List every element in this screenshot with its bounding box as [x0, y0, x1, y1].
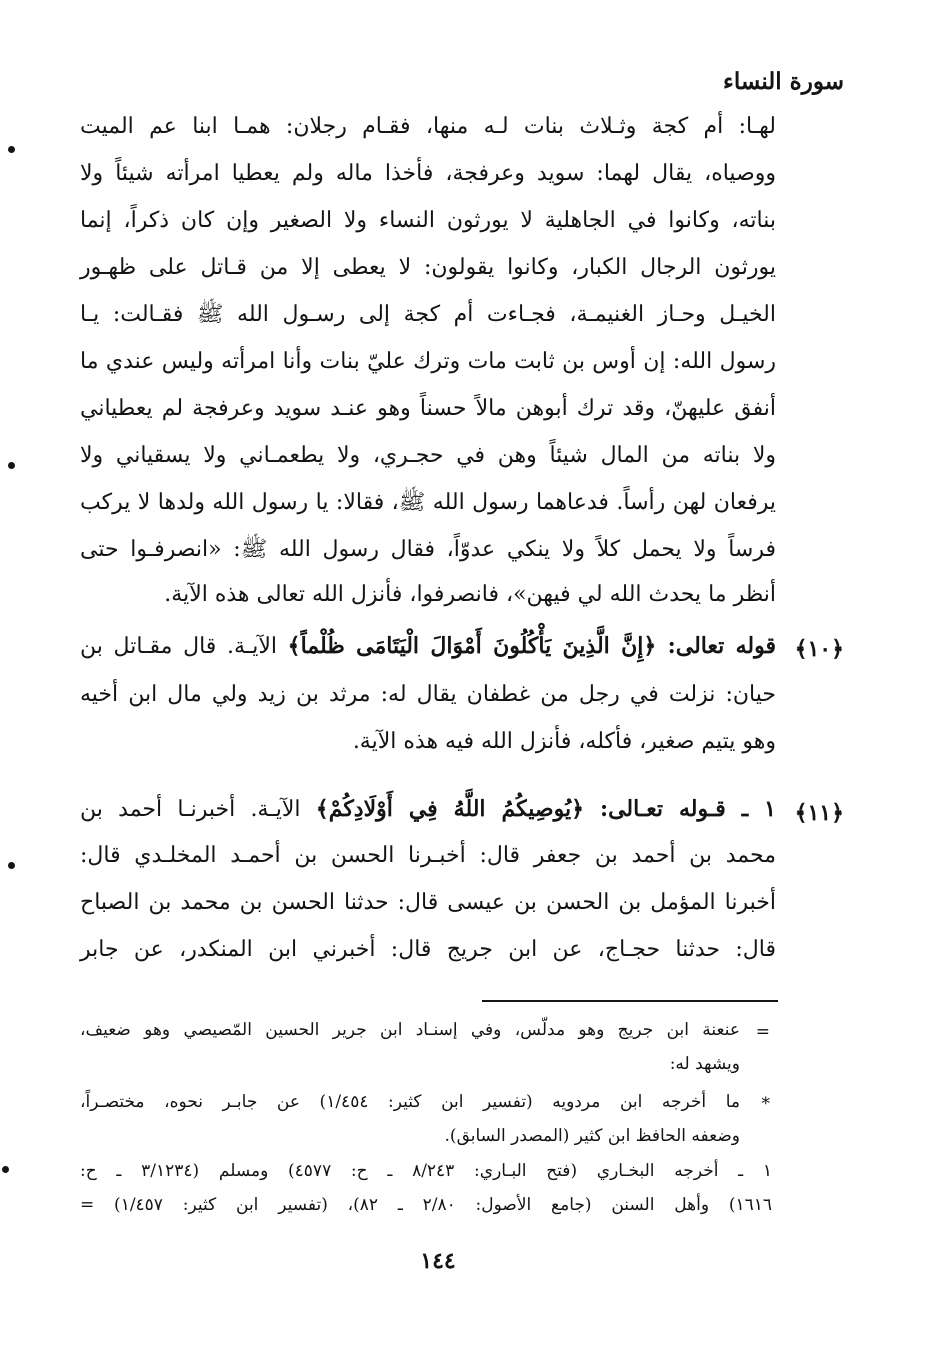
margin-dot	[2, 1166, 9, 1173]
text-line: يرفعان لهن رأساً. فدعاهما رسول الله ﷺ، فقالا: يا رسول الله ولدها لا يركب	[80, 490, 776, 515]
margin-dot	[8, 146, 15, 153]
section-11-line-rest: الآيـة. أخبرنـا أحمد بن	[80, 797, 316, 822]
page-number: ١٤٤	[420, 1248, 456, 1274]
verse-number-11: ﴿١١﴾	[794, 800, 844, 826]
text-line: فرساً ولا يحمل كلاً ولا ينكي عدوّاً، فقال رسول الله ﷺ: «انصرفـوا حتى	[80, 537, 776, 562]
text-line: لهـا: أم كجة وثـلاث بنات لـه منها، فقـام رجلان: همـا ابنا عم الميت	[80, 114, 776, 139]
section-11-first-line	[80, 798, 776, 821]
text-line: الخيـل وحـاز الغنيمـة، فجـاءت أم كجة إلى رسـول الله ﷺ فقـالت: يـا	[80, 302, 776, 327]
footnote-line: ١ ـ أخرجه البخـاري (فتح البـاري: ٨/٢٤٣ ـ ح: ٤٥٧٧) ومسلم (٣/١٢٣٤ ـ ح:	[80, 1161, 772, 1181]
verse-citation-10: قوله تعالى: ﴿إِنَّ الَّذِينَ يَأْكُلُونَ أَمْوَالَ الْيَتَامَى ظُلْماً﴾	[287, 633, 776, 659]
text-line: ولا بناته من المال شيئاً وهن في حجـري، ولا يطعمـاني ولا يسقياني ولا	[80, 443, 776, 468]
footnote-continuation-mark: =	[755, 1022, 770, 1042]
footnote-line: ويشهد له:	[669, 1054, 740, 1074]
footnote-line: عنعنة ابن جريج وهو مدلّس، وفي إسنـاد ابن جرير الحسين المّصيصي وهو ضعيف،	[80, 1020, 740, 1040]
section-10-line-rest: الآيـة. قال مقـاتل بن	[80, 634, 288, 659]
section-10-first-line	[80, 635, 776, 658]
text-line: يورثون الرجال الكبار، وكانوا يقولون: لا يعطى إلا من قـاتل على ظهـور	[80, 255, 776, 280]
text-line: ووصياه، يقال لهما: سويد وعرفجة، فأخذا ماله ولم يعطيا امرأته شيئاً ولا	[80, 161, 776, 186]
footnote-separator	[482, 1000, 778, 1002]
text-line: رسول الله: إن أوس بن ثابت مات وترك عليّ بنات وأنا امرأته وليس عندي ما	[80, 349, 776, 374]
text-line: أنظر ما يحدث الله لي فيهن»، فانصرفوا، فأنزل الله تعالى هذه الآية.	[164, 582, 776, 607]
text-line: أخبرنا المؤمل بن الحسن بن عيسى قال: حدثنا الحسن بن محمد بن الصباح	[80, 890, 776, 915]
verse-number-10: ﴿١٠﴾	[794, 636, 844, 662]
text-line: قال: حدثنا حجـاج، عن ابن جريج قال: أخبرني ابن المنكدر، عن جابر	[80, 937, 776, 962]
text-line: وهو يتيم صغير، فأكله، فأنزل الله فيه هذه الآية.	[352, 729, 776, 754]
text-line: محمد بن أحمد بن جعفر قال: أخبـرنا الحسن بن أحمـد المخلـدي قال:	[80, 843, 776, 868]
running-header: سورة النساء	[723, 68, 844, 95]
margin-dot	[8, 862, 15, 869]
margin-dot	[8, 462, 15, 469]
footnote-asterisk: *	[761, 1094, 770, 1114]
footnote-line: ١٦١٦) وأهل السنن (جامع الأصول: ٢/٨٠ ـ ٨٢)، (تفسير ابن كثير: ١/٤٥٧) =	[80, 1195, 772, 1215]
text-line: حيان: نزلت في رجل من غطفان يقال له: مرثد بن زيد ولي مال ابن أخيه	[80, 682, 776, 707]
verse-citation-11: ١ ـ قـوله تعـالى: ﴿يُوصِيكُمُ اللَّهُ فِي أَوْلَادِكُمْ﴾	[315, 796, 776, 822]
text-line: أنفق عليهنّ، وقد ترك أبوهن مالاً حسناً وهو عنـد سويد وعرفجة لم يعطياني	[80, 396, 776, 421]
text-line: بناته، وكانوا في الجاهلية لا يورثون النساء ولا الصغير وإن كان ذكراً، إنما	[80, 208, 776, 233]
footnote-line: ما أخرجه ابن مردويه (تفسير ابن كثير: ١/٤٥٤) عن جابـر نحوه، مختصـراً،	[80, 1092, 741, 1112]
footnote-line: وضعفه الحافظ ابن كثير (المصدر السابق).	[444, 1126, 740, 1146]
